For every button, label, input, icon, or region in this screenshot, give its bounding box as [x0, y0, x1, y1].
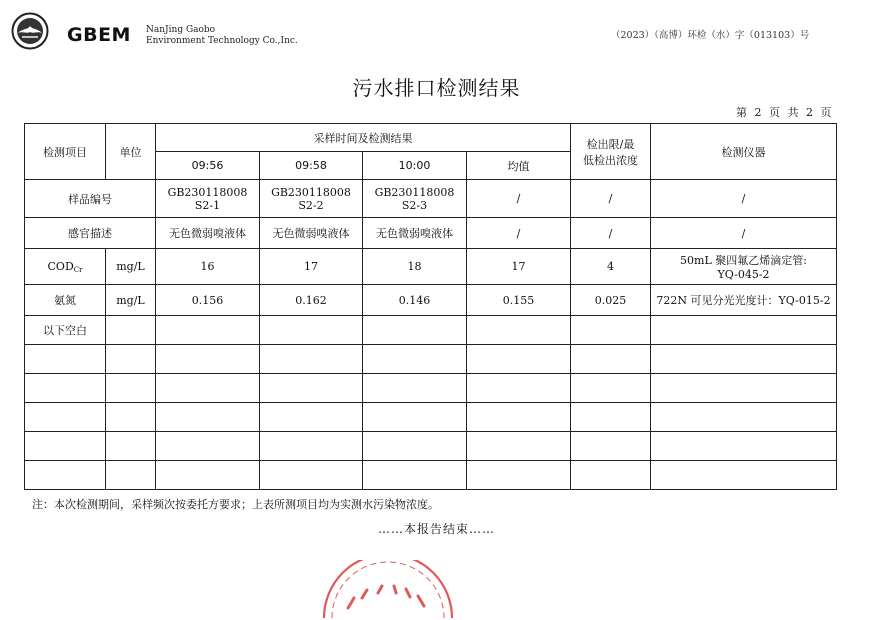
- cod-limit: 4: [571, 249, 651, 285]
- empty-cell: [156, 374, 260, 403]
- empty-cell: [651, 403, 837, 432]
- ammonia-limit: 0.025: [571, 285, 651, 316]
- sensory-instrument: /: [651, 218, 837, 249]
- blank-note: 以下空白: [25, 316, 106, 345]
- cod-average: 17: [467, 249, 571, 285]
- empty-cell: [467, 461, 571, 490]
- empty-cell: [571, 345, 651, 374]
- sample-id-cell: [156, 180, 260, 218]
- empty-cell: [651, 432, 837, 461]
- empty-cell: [363, 316, 467, 345]
- footnote: 注：本次检测期间，采样频次按委托方要求；上表所测项目均为实测水污染物浓度。: [32, 498, 439, 511]
- sample-id-3-code: GB230118008: [374, 185, 455, 199]
- table-row-empty: [25, 403, 837, 432]
- ammonia-value-3: 0.146: [363, 285, 467, 316]
- empty-cell: [260, 345, 363, 374]
- table-row-blank-note: [25, 316, 837, 345]
- empty-cell: [651, 374, 837, 403]
- empty-cell: [156, 461, 260, 490]
- sample-id-cell: [363, 180, 467, 218]
- ammonia-average: 0.155: [467, 285, 571, 316]
- empty-cell: [25, 374, 106, 403]
- empty-cell: [260, 374, 363, 403]
- empty-cell: [363, 345, 467, 374]
- cod-subscript: Cr: [73, 265, 83, 274]
- empty-cell: [106, 374, 156, 403]
- row-label-cod: [25, 249, 106, 285]
- empty-cell: [571, 403, 651, 432]
- company-line-2: Environment Technology Co.,Inc.: [146, 36, 298, 46]
- sample-id-1-code: GB230118008: [167, 185, 248, 199]
- sample-id-3-point: S2-3: [401, 198, 428, 212]
- empty-cell: [106, 403, 156, 432]
- report-number: （2023）（高博）环检（水）字（013103）号: [611, 30, 810, 41]
- sensory-value-1: 无色微弱嗅液体: [156, 218, 260, 249]
- empty-cell: [25, 461, 106, 490]
- table-row-empty: [25, 345, 837, 374]
- header-time-1: 09:56: [156, 152, 260, 180]
- empty-cell: [571, 374, 651, 403]
- empty-cell: [106, 432, 156, 461]
- header-item: 检测项目: [25, 124, 106, 180]
- document-title: 污水排口检测结果: [352, 76, 521, 100]
- header-time-3: 10:00: [363, 152, 467, 180]
- empty-cell: [571, 316, 651, 345]
- sample-id-2-code: GB230118008: [271, 185, 351, 199]
- cod-instrument-line-2: YQ-045-2: [717, 268, 770, 281]
- empty-cell: [363, 403, 467, 432]
- table-row-cod: [25, 249, 837, 285]
- sample-id-instrument: /: [651, 180, 837, 218]
- header-unit: 单位: [106, 124, 156, 180]
- empty-cell: [363, 432, 467, 461]
- empty-cell: [651, 345, 837, 374]
- page-indicator: 第 2 页 共 2 页: [736, 106, 834, 119]
- empty-cell: [106, 345, 156, 374]
- empty-cell: [106, 461, 156, 490]
- company-line-1: NanJing Gaobo: [146, 25, 216, 35]
- empty-cell: [571, 432, 651, 461]
- header-sampling-group: 采样时间及检测结果: [156, 124, 571, 152]
- sample-id-1-point: S2-1: [194, 198, 221, 212]
- table-row-ammonia: [25, 285, 837, 316]
- header-time-2: 09:58: [260, 152, 363, 180]
- empty-cell: [260, 316, 363, 345]
- table-header-row: [25, 124, 837, 152]
- circular-emblem-icon: [11, 12, 49, 50]
- cod-instrument: [651, 249, 837, 285]
- table-row-empty: [25, 432, 837, 461]
- ammonia-instrument: 722N 可见分光光度计：YQ-015-2: [651, 285, 837, 316]
- empty-cell: [467, 316, 571, 345]
- empty-cell: [260, 432, 363, 461]
- brand-name: GBEM: [67, 24, 131, 46]
- empty-cell: [260, 461, 363, 490]
- table-row-empty: [25, 374, 837, 403]
- empty-cell: [260, 403, 363, 432]
- empty-cell: [651, 461, 837, 490]
- cod-value-2: 17: [260, 249, 363, 285]
- empty-cell: [156, 432, 260, 461]
- empty-cell: [156, 403, 260, 432]
- cod-value-3: 18: [363, 249, 467, 285]
- cod-unit: mg/L: [106, 249, 156, 285]
- empty-cell: [106, 316, 156, 345]
- sensory-value-3: 无色微弱嗅液体: [363, 218, 467, 249]
- empty-cell: [467, 374, 571, 403]
- empty-cell: [467, 432, 571, 461]
- header-limit-line-2: 低检出浓度: [583, 153, 638, 167]
- empty-cell: [25, 432, 106, 461]
- red-seal-stamp-icon: [318, 560, 458, 620]
- empty-cell: [363, 461, 467, 490]
- sensory-average: /: [467, 218, 571, 249]
- table-row-empty: [25, 461, 837, 490]
- sample-id-cell: [260, 180, 363, 218]
- sample-id-2-point: S2-2: [298, 198, 324, 212]
- cod-instrument-line-1: 50mL 聚四氟乙烯滴定管:: [680, 254, 807, 267]
- cod-value-1: 16: [156, 249, 260, 285]
- sensory-limit: /: [571, 218, 651, 249]
- header-detection-limit: [571, 124, 651, 180]
- empty-cell: [25, 345, 106, 374]
- header-instrument: 检测仪器: [651, 124, 837, 180]
- ammonia-value-1: 0.156: [156, 285, 260, 316]
- table-row-sample-id: [25, 180, 837, 218]
- company-name: [146, 25, 298, 47]
- empty-cell: [25, 403, 106, 432]
- header-limit-line-1: 检出限/最: [586, 137, 635, 151]
- empty-cell: [363, 374, 467, 403]
- empty-cell: [467, 403, 571, 432]
- report-end-marker: ……本报告结束……: [377, 522, 495, 536]
- sample-id-limit: /: [571, 180, 651, 218]
- empty-cell: [156, 345, 260, 374]
- table-row-sensory: [25, 218, 837, 249]
- empty-cell: [571, 461, 651, 490]
- row-label-ammonia: 氨氮: [25, 285, 106, 316]
- empty-cell: [467, 345, 571, 374]
- cod-label: COD: [47, 259, 74, 273]
- row-label-sample-id: 样品编号: [25, 180, 156, 218]
- sample-id-average: /: [467, 180, 571, 218]
- row-label-sensory: 感官描述: [25, 218, 156, 249]
- empty-cell: [651, 316, 837, 345]
- ammonia-value-2: 0.162: [260, 285, 363, 316]
- header-average: 均值: [467, 152, 571, 180]
- results-table: [24, 123, 837, 490]
- ammonia-unit: mg/L: [106, 285, 156, 316]
- empty-cell: [156, 316, 260, 345]
- sensory-value-2: 无色微弱嗅液体: [260, 218, 363, 249]
